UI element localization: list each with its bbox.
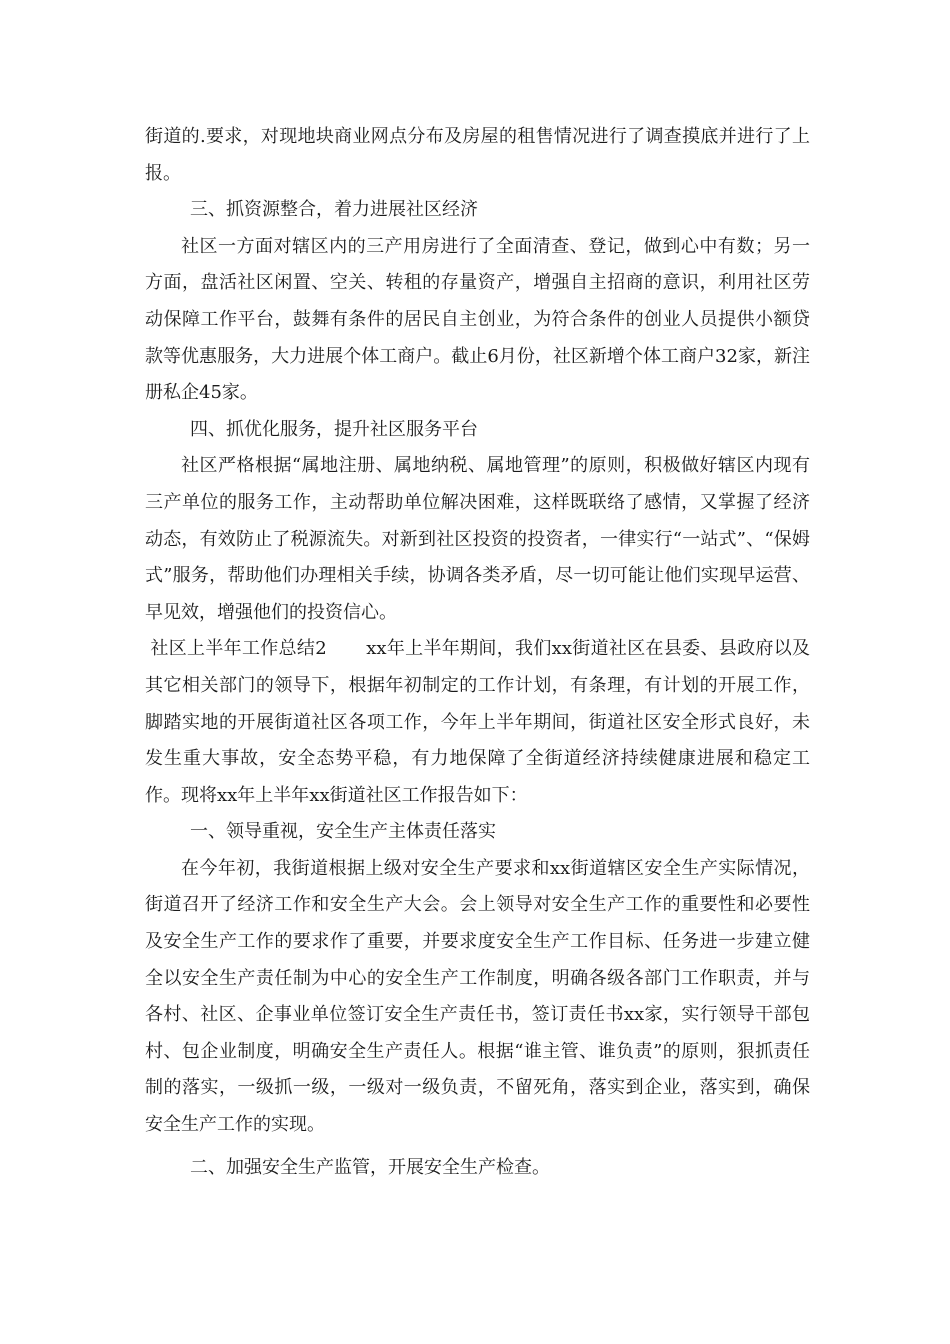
- section-heading-1: 一、领导重视，安全生产主体责任落实: [190, 821, 496, 843]
- paragraph-summary-2: [145, 631, 810, 814]
- document-body: [145, 119, 810, 1186]
- summary-intro-text: xx年上半年期间，我们xx街道社区在县委、县政府以及其它相关部门的领导下，根据年初制定的工作计划，有条理，有计划的开展工作，脚踏实地的开展街道社区各项工作，今年上半年期间，街道社区安全形式良好，未发生重大事故，安全态势平稳，有力地保障了全街道经济持续健康进展和稳定工作。现将xx年上半年xx街道社区工作报告如下：: [145, 638, 811, 806]
- paragraph-continuation: 街道的.要求，对现地块商业网点分布及房屋的租售情况进行了调查摸底并进行了上报。: [145, 126, 810, 184]
- section-heading-2: 二、加强安全生产监管，开展安全生产检查。: [190, 1156, 550, 1178]
- paragraph-service-optimization: 社区严格根据“属地注册、属地纳税、属地管理”的原则，积极做好辖区内现有三产单位的服务工作，主动帮助单位解决困难，这样既联络了感情，又掌握了经济动态，有效防止了税源流失。对新到社区投资的投资者，一律实行“一站式”、“保姆式”服务，帮助他们办理相关手续，协调各类矛盾，尽一切可能让他们实现早运营、早见效，增强他们的投资信心。: [145, 455, 810, 623]
- section-heading-4: 四、抓优化服务，提升社区服务平台: [190, 418, 478, 440]
- paragraph-leadership-responsibility: 在今年初，我街道根据上级对安全生产要求和xx街道辖区安全生产实际情况，街道召开了经济工作和安全生产大会。会上领导对安全生产工作的重要性和必要性及安全生产工作的要求作了重要，并要求度安全生产工作目标、任务进一步建立健全以安全生产责任制为中心的安全生产工作制度，明确各级各部门工作职责，并与各村、社区、企事业单位签订安全生产责任书，签订责任书xx家，实行领导干部包村、包企业制度，明确安全生产责任人。根据“谁主管、谁负责”的原则，狠抓责任制的落实，一级抓一级，一级对一级负责，不留死角，落实到企业，落实到，确保安全生产工作的实现。: [145, 857, 810, 1136]
- summary-title: 社区上半年工作总结2: [150, 638, 327, 660]
- section-heading-3: 三、抓资源整合，着力进展社区经济: [190, 199, 478, 221]
- paragraph-resource-integration: 社区一方面对辖区内的三产用房进行了全面清查、登记，做到心中有数；另一方面，盘活社区闲置、空关、转租的存量资产，增强自主招商的意识，利用社区劳动保障工作平台，鼓舞有条件的居民自主创业，为符合条件的创业人员提供小额贷款等优惠服务，大力进展个体工商户。截止6月份，社区新增个体工商户32家，新注册私企45家。: [145, 235, 810, 404]
